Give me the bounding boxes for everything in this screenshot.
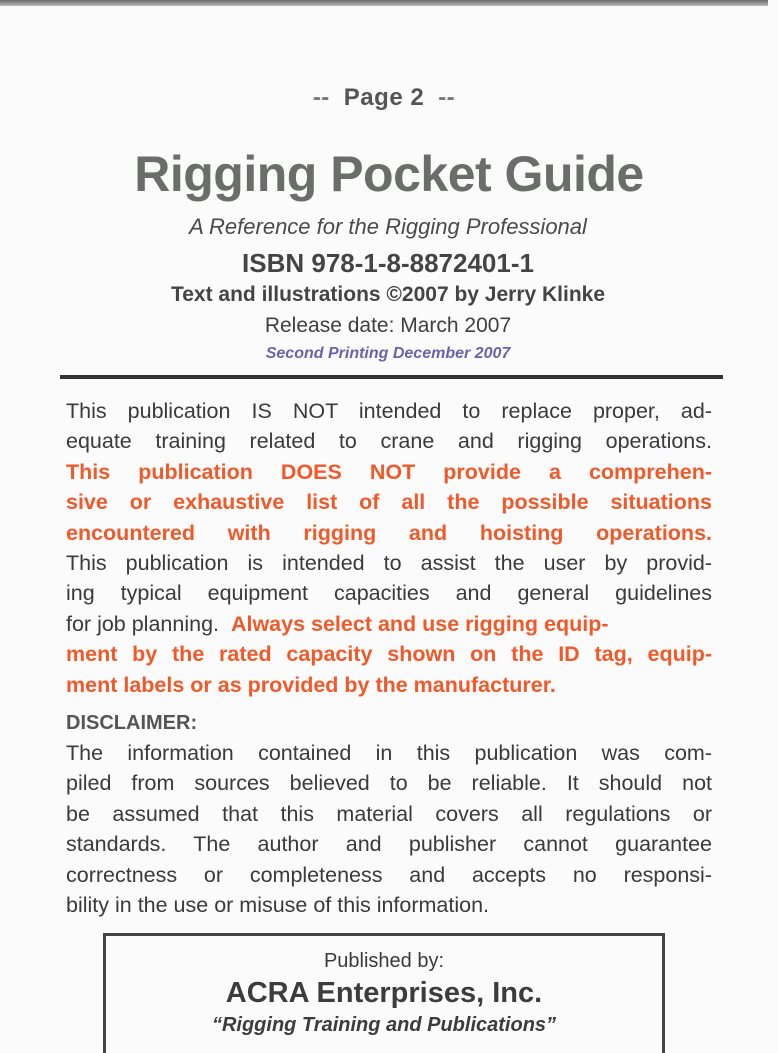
page-number-label: [0, 84, 768, 112]
publisher-name: ACRA Enterprises, Inc.: [225, 977, 543, 1009]
publisher-box: [103, 933, 665, 1053]
warning-line: ment by the rated capacity shown on the ID tag, equip-: [66, 642, 712, 667]
mixed-notice-line: [66, 609, 712, 639]
dash-left: --: [312, 84, 330, 111]
notice-body: [66, 396, 712, 921]
disclaimer-heading: DISCLAIMER:: [66, 712, 198, 735]
publisher-tagline: “Rigging Training and Publications”: [211, 1014, 557, 1036]
notice-line: This publication IS NOT intended to replace proper, ad-: [66, 399, 712, 423]
disclaimer-line: The information contained in this publication was com-: [66, 741, 712, 766]
warning-line: ment labels or as provided by the manufacturer.: [66, 672, 556, 697]
copyright-line: Text and illustrations ©2007 by Jerry Klinke: [170, 283, 606, 306]
document-title: Rigging Pocket Guide: [134, 146, 644, 202]
mixed-warning-text: Always select and use rigging equip-: [230, 611, 609, 636]
warning-line: encountered with rigging and hoisting operations.: [66, 520, 712, 545]
disclaimer-line: piled from sources believed to be reliable. It should not: [66, 771, 712, 796]
disclaimer-line: correctness or completeness and accepts no responsi-: [66, 862, 712, 887]
isbn-line: ISBN 978-1-8-8872401-1: [242, 248, 534, 278]
mixed-normal-text: for job planning.: [66, 611, 219, 636]
warning-line: sive or exhaustive list of all the possible situations: [66, 490, 712, 515]
notice-line: equate training related to crane and rigging operations.: [66, 429, 712, 454]
header-divider: [60, 375, 723, 379]
published-by-label: Published by:: [323, 950, 445, 972]
disclaimer-line: be assumed that this material covers all regulations or: [66, 801, 712, 826]
dash-right: --: [438, 84, 456, 111]
document-subtitle: A Reference for the Rigging Professional: [189, 214, 587, 239]
notice-line: ing typical equipment capacities and general guidelines: [66, 581, 712, 606]
page-number-text: Page 2: [343, 84, 425, 111]
page-top-edge: [0, 0, 768, 6]
notice-line: This publication is intended to assist the user by provid-: [66, 551, 712, 576]
disclaimer-line: standards. The author and publisher cannot guarantee: [66, 832, 712, 857]
warning-line: This publication DOES NOT provide a comprehen-: [66, 459, 712, 484]
printing-line: Second Printing December 2007: [265, 345, 511, 362]
release-date-line: Release date: March 2007: [264, 314, 512, 337]
disclaimer-line: bility in the use or misuse of this information.: [66, 893, 490, 918]
